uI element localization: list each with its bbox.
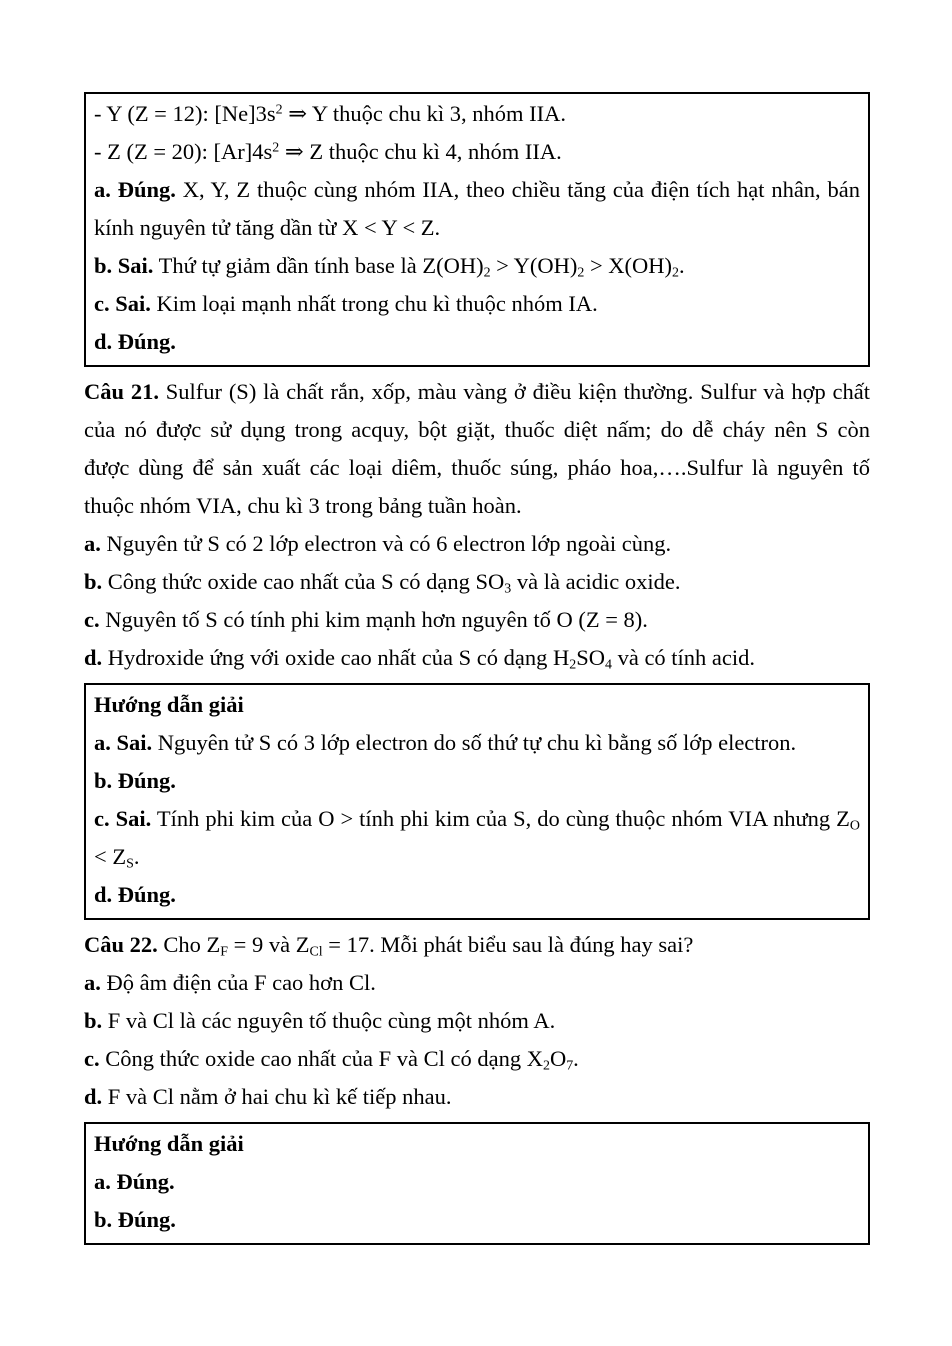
q21-solution-c-line2: < ZS. — [94, 844, 140, 872]
q20-line-z-config: - Z (Z = 20): $[Ar]4s^2$ ⇒ Z thuộc chu kì 4, nhóm IIA. — [94, 139, 562, 164]
q22-solution-heading: Hướng dẫn giải — [94, 1131, 244, 1156]
q22-statement-b: b. F và Cl là các nguyên tố thuộc cùng một nhóm A. — [84, 1008, 556, 1033]
q21-text-line3: được dùng để sản xuất các loại diêm, thuốc súng, pháo hoa,….Sulfur là nguyên tố — [84, 455, 870, 480]
q21-solution-a: a. Sai. Nguyên tử S có 3 lớp electron do số thứ tự chu kì bằng số lớp electron. — [94, 730, 797, 755]
q21-statement-b: b. Công thức oxide cao nhất của S có dạng SO3 và là acidic oxide. — [84, 569, 681, 597]
q20-answer-a-line1: a. Đúng. X, Y, Z thuộc cùng nhóm IIA, theo chiều tăng của điện tích hạt nhân, bán — [94, 177, 860, 202]
q21-statement-d: d. Hydroxide ứng với oxide cao nhất của S có dạng H2SO4 và có tính acid. — [84, 645, 756, 673]
q20-answer-a-line2: kính nguyên tử tăng dần từ X < Y < Z. — [94, 215, 441, 240]
q20-answer-d: d. Đúng. — [94, 329, 176, 354]
question20-solution-box — [84, 92, 870, 367]
q21-solution-d: d. Đúng. — [94, 882, 176, 907]
q20-answer-c: c. Sai. Kim loại mạnh nhất trong chu kì thuộc nhóm IA. — [94, 291, 598, 316]
q21-solution-heading: Hướng dẫn giải — [94, 692, 244, 717]
q21-solution-c-line1: c. Sai. Tính phi kim của O > tính phi kim của S, do cùng thuộc nhóm VIA nhưng ZO — [94, 806, 860, 834]
q21-solution-b: b. Đúng. — [94, 768, 176, 793]
question22-section — [84, 926, 870, 1116]
question21-section — [84, 373, 870, 677]
q22-statement-c: c. Công thức oxide cao nhất của F và Cl có dạng X2O7. — [84, 1046, 579, 1074]
q22-statement-d: d. F và Cl nằm ở hai chu kì kế tiếp nhau. — [84, 1084, 452, 1109]
q22-text: Câu 22. Cho ZF = 9 và ZCl = 17. Mỗi phát biểu sau là đúng hay sai? — [84, 932, 694, 960]
q21-statement-c: c. Nguyên tố S có tính phi kim mạnh hơn nguyên tố O (Z = 8). — [84, 607, 648, 632]
question21-solution-box — [84, 683, 870, 920]
document-content — [84, 92, 870, 1245]
q20-line-y-config: - Y (Z = 12): $[Ne]3s^2$ ⇒ Y thuộc chu kì 3, nhóm IIA. — [94, 101, 566, 126]
q21-text-line1: Câu 21. Sulfur (S) là chất rắn, xốp, màu vàng ở điều kiện thường. Sulfur và hợp chất — [84, 379, 870, 404]
q22-statement-a: a. Độ âm điện của F cao hơn Cl. — [84, 970, 376, 995]
q21-text-line2: của nó được sử dụng trong acquy, bột giặt, thuốc diệt nấm; do dễ cháy nên S còn — [84, 417, 870, 442]
q20-answer-b: b. Sai. Thứ tự giảm dần tính base là Z(OH)2 > Y(OH)2 > X(OH)2. — [94, 253, 685, 281]
q22-solution-b: b. Đúng. — [94, 1207, 176, 1232]
question22-solution-box — [84, 1122, 870, 1245]
q21-text-line4: thuộc nhóm VIA, chu kì 3 trong bảng tuần hoàn. — [84, 493, 522, 518]
q21-statement-a: a. Nguyên tử S có 2 lớp electron và có 6 electron lớp ngoài cùng. — [84, 531, 672, 556]
q22-solution-a: a. Đúng. — [94, 1169, 175, 1194]
